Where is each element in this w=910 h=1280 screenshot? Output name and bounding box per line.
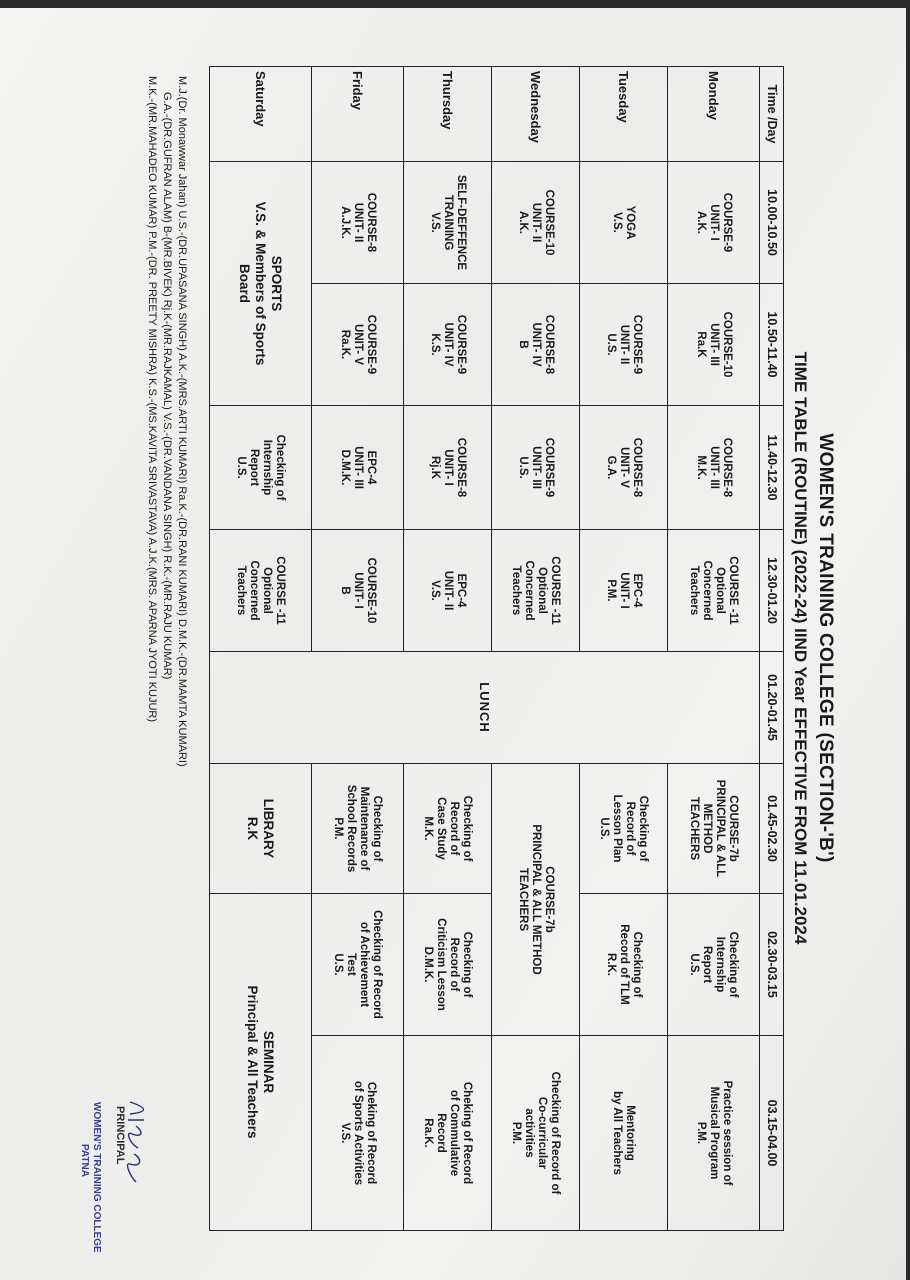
cell-line: COURSE-10 — [721, 311, 733, 378]
cell-line: COURSE-7b — [543, 866, 555, 933]
cell-line: Optional — [714, 567, 727, 614]
cell-line: SELF-DEFFENCE — [455, 174, 467, 271]
timetable-cell — [312, 284, 404, 406]
cell-line: TEACHERS — [688, 796, 701, 861]
timetable-cell — [492, 764, 580, 1036]
cell-line: UNIT- II — [442, 570, 454, 611]
principal-label: PRINCIPAL — [114, 1106, 126, 1165]
timetable-cell — [580, 530, 668, 652]
cell-line: EPC-4 — [631, 573, 643, 608]
cell-line: YOGA — [624, 205, 637, 240]
timetable-cell — [312, 530, 404, 652]
cell-line: P.M. — [695, 1121, 707, 1145]
cell-line: UNIT- II — [618, 324, 630, 365]
cell-line: COURSE-8 — [631, 437, 643, 498]
cell-line: UNIT- I — [352, 572, 364, 609]
slot-header: 01.20-01.45 — [760, 652, 784, 764]
cell-line: Co-curricular — [536, 1096, 549, 1170]
stamp-college-name: WOMEN'S TRAINING COLLEGE — [91, 1102, 102, 1253]
cell-line: Cheking of Record — [365, 1081, 377, 1185]
cell-line: COURSE-8 — [543, 314, 555, 375]
cell-line: Report — [701, 945, 714, 984]
slot-header: 10.00-10.50 — [760, 162, 784, 284]
cell-line: Teachers — [688, 565, 701, 616]
cell-line: M.K. — [422, 816, 435, 841]
cell-line: Checking of Record of — [549, 1071, 562, 1195]
principal-signature-stamp — [68, 1088, 138, 1253]
timetable-cell — [668, 764, 760, 894]
cell-line: U.S. — [598, 817, 611, 840]
cell-line: Practice session of — [721, 1080, 733, 1186]
timetable-cell — [668, 284, 760, 406]
corner-cell: Time /Day — [760, 67, 784, 162]
cell-line: A.J.K. — [339, 206, 351, 239]
cell-line: UNIT- IV — [442, 322, 454, 367]
timetable-cell — [404, 1036, 492, 1231]
cell-line: Record of — [448, 801, 461, 856]
cell-line: UNIT- III — [708, 323, 720, 366]
timetable-cell — [668, 530, 760, 652]
timetable-subtitle: TIME TABLE (ROUTINE) (2022-24) IIND Year EFFECTIVE FROM 11.01.2024 — [791, 351, 810, 945]
cell-line: LIBRARY — [261, 798, 277, 859]
timetable-cell — [668, 894, 760, 1036]
timetable-cell — [580, 284, 668, 406]
cell-line: U.S. — [605, 333, 617, 356]
college-title: WOMEN'S TRAINING COLLEGE (SECTION-'B') — [815, 433, 836, 863]
cell-line: Checking of Record — [371, 910, 384, 1019]
cell-line: U.S. — [517, 456, 529, 479]
cell-line: V.S. — [429, 212, 441, 233]
timetable-cell — [210, 162, 312, 406]
cell-line: UNIT- IV — [530, 322, 542, 367]
day-row-tuesday — [580, 67, 668, 1231]
cell-line: activities — [523, 1108, 536, 1158]
cell-line: Concerned — [701, 560, 714, 621]
cell-line: Checking of — [274, 434, 287, 501]
cell-line: PRINCIPAL & ALL METHOD — [530, 824, 542, 975]
abbreviation-line: G.A.-(DR.GUFRAN ALAM) B-(MR.BIVEK) Rj.K-(MR.RAJKAMAL) V.S.-(DR.VANDANA SINGH) R.K.-(MR.RAJU KUMAR) — [161, 92, 173, 680]
cell-line: Checking of — [727, 931, 740, 998]
slot-header: 01.45-02.30 — [760, 764, 784, 894]
cell-line: Board — [237, 263, 253, 303]
day-row-friday — [312, 67, 404, 1231]
cell-line: Report — [248, 448, 261, 487]
cell-line: UNIT- II — [530, 202, 542, 243]
cell-line: of Sports Activities — [352, 1080, 364, 1186]
cell-line: M.K. — [695, 455, 707, 480]
cell-line: Record — [435, 1113, 448, 1153]
timetable-cell — [492, 284, 580, 406]
cell-line: UNIT- III — [352, 446, 364, 489]
day-label: Saturday — [210, 67, 312, 162]
cell-line: Teachers — [510, 565, 523, 616]
timetable-cell — [492, 1036, 580, 1231]
cell-line: COURSE-9 — [365, 314, 377, 375]
day-row-saturday — [210, 67, 312, 1231]
cell-line: TEACHERS — [517, 867, 529, 932]
cell-line: UNIT- I — [442, 449, 454, 486]
cell-line: K.S. — [429, 333, 441, 356]
timetable-cell — [492, 406, 580, 530]
slot-header: 10.50-11.40 — [760, 284, 784, 406]
cell-line: COURSE -11 — [274, 556, 287, 625]
cell-line: B — [339, 586, 351, 595]
cell-line: UNIT- I — [708, 204, 720, 241]
timetable-cell — [668, 406, 760, 530]
timetable-cell — [210, 406, 312, 530]
timetable-table — [209, 66, 784, 1231]
signature-scribble-icon — [122, 1098, 152, 1218]
cell-line: COURSE -11 — [549, 556, 562, 625]
cell-line: D.M.K. — [339, 449, 351, 486]
timetable-cell — [210, 530, 312, 652]
timetable-cell — [580, 162, 668, 284]
cell-line: Checking of — [461, 931, 474, 998]
slot-header: 02.30-03.15 — [760, 894, 784, 1036]
header-row — [760, 67, 784, 1231]
cell-line: COURSE -11 — [727, 556, 740, 625]
stamp-city: PATNA — [79, 1144, 90, 1177]
cell-line: Case Study — [435, 797, 448, 860]
cell-line: COURSE-8 — [455, 437, 467, 498]
cell-line: R.K — [245, 816, 261, 841]
cell-line: Concerned — [248, 560, 261, 621]
cell-line: School Records — [345, 784, 358, 873]
day-row-wednesday — [492, 67, 580, 1231]
cell-line: by All Teachers — [611, 1091, 624, 1175]
cell-line: UNIT- III — [530, 446, 542, 489]
cell-line: Criticism Lesson — [435, 918, 448, 1011]
cell-line: Optional — [536, 567, 549, 614]
cell-line: Cheking of Record — [461, 1081, 474, 1185]
paper-sheet — [0, 8, 906, 1280]
cell-line: COURSE-9 — [543, 437, 555, 498]
abbreviation-line: M.J.(Dr. Monawwar Jahan) U.S.-(DR.UPASANA SINGH) A.K.-(MRS.ARTI KUMARI) Ra.K.-(DR.RANI KUMARI) D.M.K.-(DR.MAMTA KUMARI) — [176, 76, 188, 767]
timetable-cell — [580, 894, 668, 1036]
cell-line: COURSE-10 — [543, 189, 555, 256]
cell-line: COURSE-8 — [721, 437, 733, 498]
cell-line: P.M. — [510, 1121, 523, 1145]
cell-line: Teachers — [235, 565, 248, 616]
timetable-cell — [312, 894, 404, 1036]
cell-line: EPC-4 — [365, 450, 377, 485]
cell-line: Test — [345, 953, 358, 976]
cell-line: UNIT- II — [352, 202, 364, 243]
cell-line: Ra.K. — [339, 329, 351, 360]
cell-line: A.K. — [517, 211, 529, 234]
cell-line: UNIT- III — [708, 446, 720, 489]
day-label: Tuesday — [580, 67, 668, 162]
cell-line: Optional — [261, 567, 274, 614]
cell-line: UNIT- V — [618, 447, 630, 488]
cell-line: Checking of — [631, 931, 643, 998]
lunch-cell: LUNCH — [210, 652, 760, 764]
timetable-cell — [404, 894, 492, 1036]
cell-line: Internship — [714, 936, 727, 993]
cell-line: UNIT- V — [352, 324, 364, 365]
cell-line: Checking of — [461, 795, 474, 862]
timetable-cell — [492, 162, 580, 284]
timetable-cell — [668, 162, 760, 284]
cell-line: Checking of — [637, 795, 650, 862]
cell-line: Lesson Plan — [611, 794, 624, 863]
cell-line: COURSE-9 — [721, 192, 733, 253]
cell-line: Internship — [261, 439, 274, 496]
timetable-cell — [580, 764, 668, 894]
cell-line: Musical Program — [708, 1086, 720, 1180]
cell-line: R.K. — [605, 953, 617, 976]
cell-line: A.K. — [695, 211, 707, 234]
timetable-cell — [404, 162, 492, 284]
cell-line: U.S. — [332, 953, 345, 976]
day-label: Thursday — [404, 67, 492, 162]
cell-line: P.M. — [605, 579, 617, 602]
cell-line: SPORTS — [269, 255, 285, 312]
slot-header: 03.15-04.00 — [760, 1036, 784, 1231]
cell-line: G.A. — [605, 455, 617, 480]
cell-line: of Commulative — [448, 1089, 461, 1177]
cell-line: V.S. & Members of Sports — [253, 201, 269, 366]
timetable-cell — [312, 764, 404, 894]
cell-line: UNIT- I — [618, 572, 630, 609]
cell-line: COURSE-9 — [631, 314, 643, 375]
cell-line: U.S. — [235, 456, 248, 479]
day-label: Friday — [312, 67, 404, 162]
cell-line: B — [517, 340, 529, 349]
slot-header: 11.40-12.30 — [760, 406, 784, 530]
timetable-cell — [210, 764, 312, 894]
cell-line: D.M.K. — [422, 946, 435, 983]
cell-line: P.M. — [332, 817, 345, 840]
cell-line: Concerned — [523, 560, 536, 621]
timetable-cell — [210, 894, 312, 1231]
timetable-cell — [492, 530, 580, 652]
timetable-cell — [404, 284, 492, 406]
cell-line: V.S. — [339, 1122, 351, 1144]
timetable-cell — [312, 406, 404, 530]
cell-line: EPC-4 — [455, 573, 467, 608]
cell-line: Principal & All Teachers — [245, 985, 261, 1139]
cell-line: Ra.K — [695, 331, 707, 358]
cell-line: COURSE-9 — [455, 314, 467, 375]
timetable-cell — [404, 764, 492, 894]
cell-line: Ra.K. — [422, 1118, 435, 1148]
cell-line: Maintenance of — [358, 786, 371, 871]
abbreviation-line: M.K.-(MR.MAHADEO KUMAR) P.M.-(DR. PREETY MISHRA) K.S.-(MS.KAVITA SRIVASTAVA) A.J.K.(MRS. APARNA JYOTI KUJUR) — [146, 76, 158, 723]
cell-line: TRAINING — [442, 194, 454, 251]
day-row-thursday — [404, 67, 492, 1231]
cell-line: of Achievement — [358, 921, 371, 1008]
cell-line: Record of — [448, 937, 461, 992]
cell-line: V.S. — [429, 580, 441, 601]
day-label: Wednesday — [492, 67, 580, 162]
timetable-cell — [580, 406, 668, 530]
timetable-cell — [404, 530, 492, 652]
day-row-monday — [668, 67, 760, 1231]
cell-line: Mentoring — [624, 1105, 637, 1161]
cell-line: V.S. — [611, 212, 624, 233]
cell-line: COURSE-10 — [365, 557, 377, 624]
cell-line: Checking of — [371, 795, 384, 862]
timetable-document — [60, 48, 850, 1253]
timetable-cell — [668, 1036, 760, 1231]
timetable-cell — [312, 1036, 404, 1231]
cell-line: Rj.K — [429, 456, 441, 479]
cell-line: COURSE-8 — [365, 192, 377, 253]
timetable-cell — [312, 162, 404, 284]
cell-line: Record of TLM — [618, 924, 630, 1005]
slot-header: 12.30-01.20 — [760, 530, 784, 652]
timetable-cell — [404, 406, 492, 530]
day-label: Monday — [668, 67, 760, 162]
cell-line: Record of — [624, 801, 637, 856]
timetable-cell — [580, 1036, 668, 1231]
cell-line: U.S. — [688, 953, 701, 976]
cell-line: METHOD — [701, 803, 714, 854]
cell-line: SEMINAR — [261, 1030, 277, 1094]
cell-line: COURSE-7b — [727, 795, 740, 862]
cell-line: PRINCIPAL & ALL — [714, 779, 727, 878]
